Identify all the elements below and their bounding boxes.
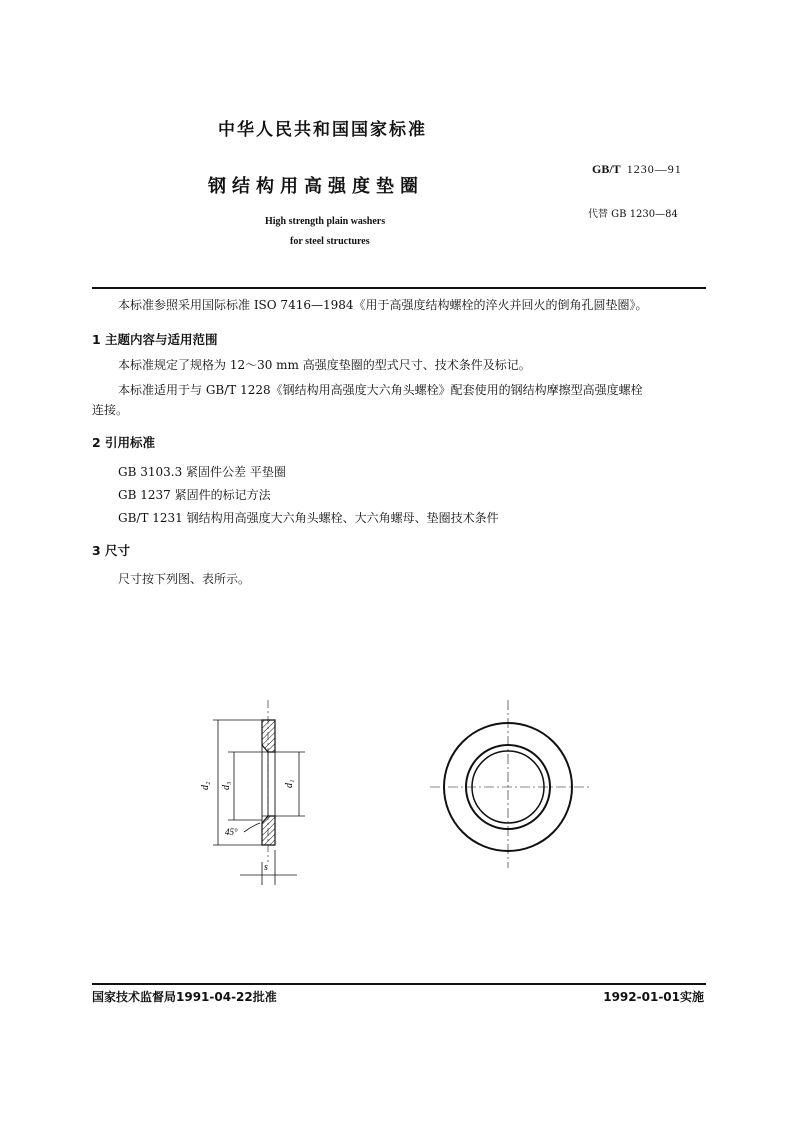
reference-item: GB 1237 紧固件的标记方法 <box>118 488 271 502</box>
chamfer-leader <box>244 823 260 832</box>
d2-label: d₂ <box>200 781 211 790</box>
washer-section-view <box>200 700 305 885</box>
d1-label: d₁ <box>284 779 295 788</box>
document-title-cn: 钢结构用高强度垫圈 <box>208 176 424 197</box>
replaces-standard: 代替 GB 1230—84 <box>588 209 678 220</box>
implementation-date: 1992-01-01实施 <box>603 990 704 1004</box>
d3-label: d₃ <box>221 781 232 790</box>
national-standard-label: 中华人民共和国国家标准 <box>218 120 427 140</box>
document-title-en-line2: for steel structures <box>290 236 370 247</box>
section-3-heading: 3 尺寸 <box>92 543 131 558</box>
section-2-heading: 2 引用标准 <box>92 435 156 450</box>
chamfer-angle-label: 45° <box>225 827 238 837</box>
reference-item: GB/T 1231 钢结构用高强度大六角头螺栓、大六角螺母、垫圈技术条件 <box>118 511 499 525</box>
footer-divider <box>92 983 706 985</box>
section-1-heading: 1 主题内容与适用范围 <box>92 332 218 347</box>
reference-item: GB 3103.3 紧固件公差 平垫圈 <box>118 465 286 479</box>
washer-lower-section <box>262 816 275 845</box>
intro-paragraph: 本标准参照采用国际标准 ISO 7416—1984《用于高强度结构螺栓的淬火并回火的倒角孔圆垫圈》。 <box>118 298 648 312</box>
document-title-en-line1: High strength plain washers <box>265 216 386 227</box>
section-1-paragraph-2-cont: 连接。 <box>92 403 129 417</box>
washer-upper-section <box>262 720 275 752</box>
section-1-paragraph-1: 本标准规定了规格为 12～30 mm 高强度垫圈的型式尺寸、技术条件及标记。 <box>118 358 531 372</box>
section-1-paragraph-2: 本标准适用于与 GB/T 1228《钢结构用高强度大六角头螺栓》配套使用的钢结构摩擦型高强度螺栓 <box>118 383 643 397</box>
washer-top-view <box>430 700 590 868</box>
standard-number-value: 1230—91 <box>626 162 682 176</box>
standard-prefix: GB/T <box>592 162 621 176</box>
s-label: s <box>264 862 268 873</box>
section-3-paragraph: 尺寸按下列图、表所示。 <box>118 572 251 586</box>
approval-date: 国家技术监督局1991-04-22批准 <box>92 990 277 1004</box>
